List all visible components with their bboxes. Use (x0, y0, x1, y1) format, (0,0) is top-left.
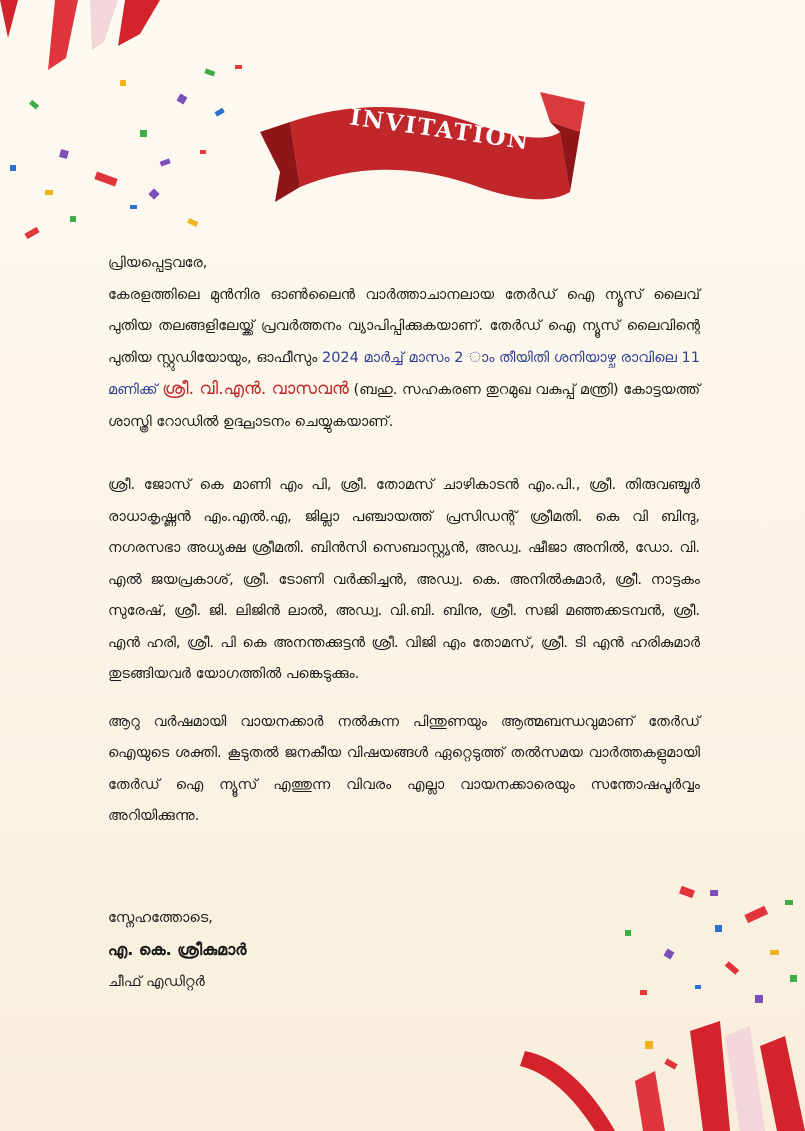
salutation: പ്രിയപ്പെട്ടവരേ, (108, 255, 208, 271)
event-date: 2024 മാർച്ച് മാസം 2 ാം തീയിതി ശനിയാഴ്ച രാവിലെ 11 മണിക്ക് (108, 349, 700, 398)
invitation-title: INVITATION (348, 103, 532, 156)
paragraph-announcement (108, 280, 700, 439)
signature-block (108, 902, 246, 998)
confetti-bottom-right (605, 880, 805, 1020)
closing: സ്നേഹത്തോടെ, (108, 910, 213, 926)
announcement-text: കേരളത്തിലെ മുൻനിര ഓൺലൈൻ വാർത്താചാനലായ തേർഡ് ഐ ന്യൂസ് ലൈവ് പുതിയ തലങ്ങളിലേയ്ക്ക് പ്രവർത്തനം വ്യാപിപ്പിക്കുകയാണ്. തേർഡ് ഐ ന്യൂസ് ലൈവിന്റെ പുതിയ സ്റ്റുഡിയോയും, ഓഫീസും (108, 286, 700, 366)
announcement-text-end: (ബഹു. സഹകരണ തുറമുഖ വകുപ്പ് മന്ത്രി) കോട്ടയത്ത് ശാസ്ത്രി റോഡിൽ ഉദ്ഘാടനം ചെയ്യുകയാണ്. (108, 382, 701, 430)
paragraph-attendees: ശ്രീ. ജോസ് കെ മാണി എം പി, ശ്രീ. തോമസ് ചാഴികാടൻ എം.പി., ശ്രീ. തിരുവഞ്ചൂർ രാധാകൃഷ്ണൻ എം.എൽ.എ, ജില്ലാ പഞ്ചായത്ത് പ്രസിഡന്റ് ശ്രീമതി. കെ വി ബിന്ദു, നഗരസഭാ അധ്യക്ഷ ശ്രീമതി. ബിൻസി സെബാസ്റ്റ്യൻ, അഡ്വ. ഷീജാ അനിൽ, ഡോ. വി. എൽ ജയപ്രകാശ്, ശ്രീ. ടോണി വർക്കിച്ചൻ, അഡ്വ. കെ. അനിൽകുമാർ, ശ്രീ. നാട്ടകം സുരേഷ്, ശ്രീ. ജി. ലിജിൻ ലാൽ, അഡ്വ. വി.ബി. ബിനു, ശ്രീ. സജി മഞ്ഞക്കടമ്പൻ, ശ്രീ. എൻ ഹരി, ശ്രീ. പി കെ അനന്തക്കുട്ടൻ ശ്രീ. വിജി എം തോമസ്, ശ്രീ. ടി എൻ ഹരികുമാർ തുടങ്ങിയവർ യോഗത്തിൽ പങ്കെടുക്കും. (108, 477, 700, 682)
ribbon-streamers-bottom-right (515, 1011, 805, 1131)
signer-name: എ. കെ. ശ്രീകുമാർ (108, 940, 247, 959)
invitation-ribbon-banner (240, 92, 600, 212)
ribbon-streamers-top-left (0, 0, 200, 80)
confetti-top-left (0, 40, 260, 260)
paragraph-thanks: ആറു വർഷമായി വായനക്കാർ നൽകുന്ന പിന്തുണയും ആത്മബന്ധവുമാണ് തേർഡ് ഐയുടെ ശക്തി. കൂടുതൽ ജനകീയ വിഷയങ്ങൾ ഏറ്റെടുത്ത് തൽസമയ വാർത്തകളുമായി തേർഡ് ഐ ന്യൂസ് എത്തുന്ന വിവരം എല്ലാ വായനക്കാരെയും സന്തോഷപൂർവ്വം അറിയിക്കുന്നു. (108, 713, 700, 824)
letter-body (108, 248, 700, 833)
signer-title: ചീഫ് എഡിറ്റർ (108, 974, 205, 990)
chief-guest-name: ശ്രീ. വി.എൻ. വാസവൻ (162, 379, 349, 399)
